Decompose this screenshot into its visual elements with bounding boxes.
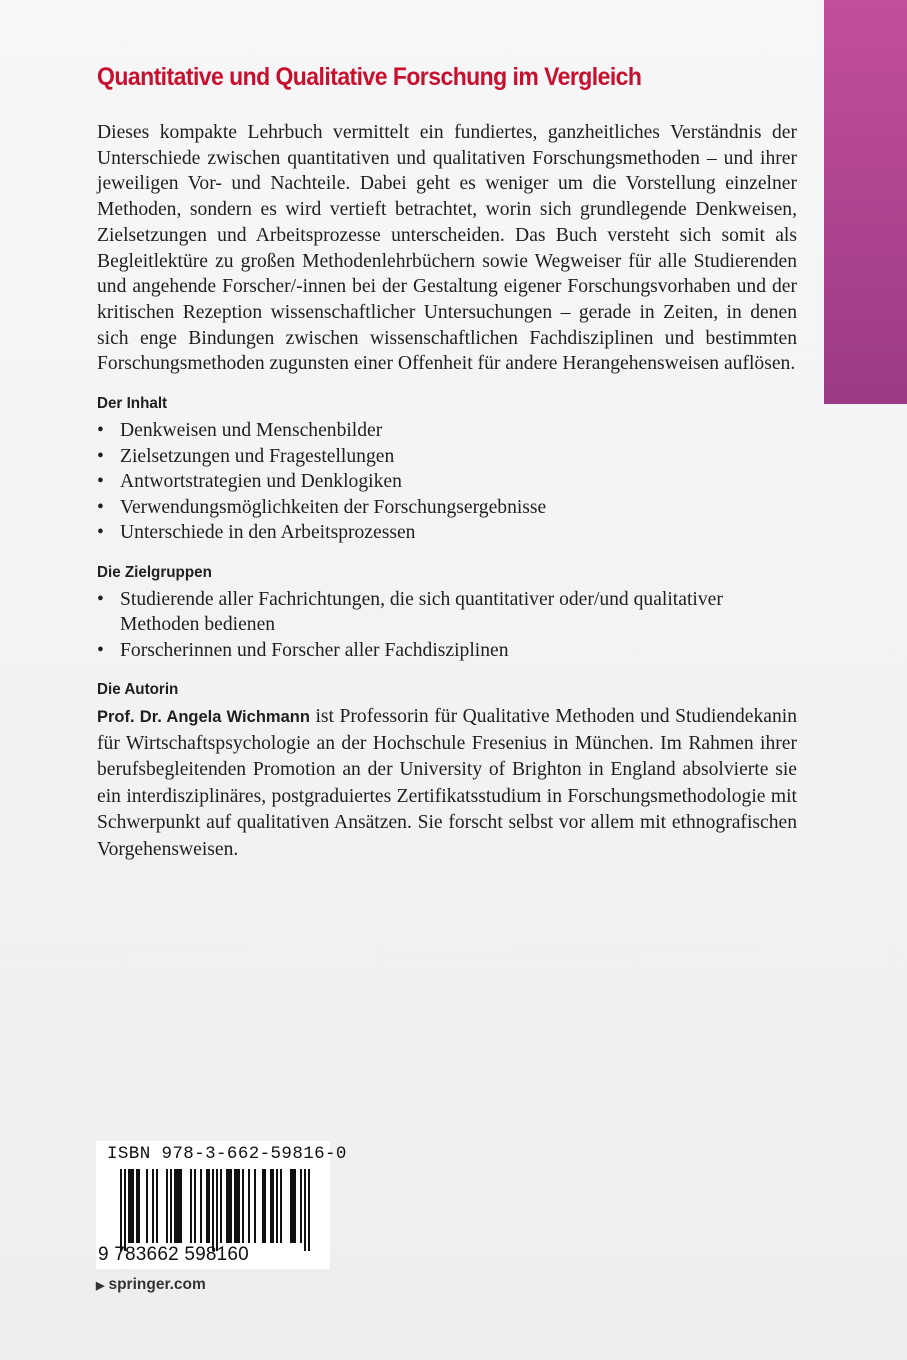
barcode-bar — [270, 1169, 272, 1243]
list-item: • Verwendungsmöglichkeiten der Forschungsergebnisse — [97, 495, 797, 521]
barcode-bar — [276, 1169, 278, 1243]
list-item: • Studierende aller Fachrichtungen, die sich quantitativer oder/und qualitativer Methoden bedienen — [97, 588, 723, 636]
barcode-bar — [136, 1169, 138, 1243]
barcode-bar — [236, 1169, 238, 1243]
barcode-bar — [234, 1169, 236, 1243]
triangle-right-icon: ▶ — [96, 1279, 105, 1292]
barcode-bar — [264, 1169, 266, 1243]
barcode-bar — [174, 1169, 176, 1243]
bullet-icon: • — [97, 445, 104, 467]
barcode-bar — [206, 1169, 208, 1243]
barcode-bar — [194, 1169, 196, 1243]
section-heading-autorin: Die Autorin — [97, 681, 179, 699]
zielgruppen-list — [97, 587, 797, 664]
barcode-bar — [248, 1169, 250, 1243]
list-item: • Unterschiede in den Arbeitsprozessen — [97, 520, 797, 546]
list-item: • Forscherinnen und Forscher aller Fachdisziplinen — [97, 638, 797, 664]
publisher-link[interactable] — [96, 1276, 206, 1294]
section-heading-zielgruppen: Die Zielgruppen — [97, 563, 212, 581]
isbn-barcode — [96, 1141, 347, 1269]
barcode-bar — [166, 1169, 168, 1243]
barcode-bar — [180, 1169, 182, 1243]
barcode-bar — [228, 1169, 230, 1243]
bullet-icon: • — [97, 420, 104, 442]
barcode-bar — [130, 1169, 132, 1243]
intro-paragraph: Dieses kompakte Lehrbuch vermittelt ein fundiertes, ganzheitliches Verständnis der Unterschiede zwischen quantitativen und qualitativen Forschungsmethoden – und ihrer jeweiligen Vor- und Nachteile. Dabei geht es weniger um die Vorstellung einzelner Methoden, sondern es wird vertieft betrachtet, worin sich grundlegende Denkweisen, Zielsetzungen und Arbeitsprozesse unterscheiden. Das Buch versteht sich somit als Begleitlektüre zu großen Methodenlehrbüchern sowie Wegweiser für alle Studierenden und angehende Forscher/-innen bei der Gestaltung eigener Forschungsvorhaben und der kritischen Rezeption wissenschaftlicher Untersuchungen – gerade in Zeiten, in denen sich enge Bindungen zwischen wissenschaftlichen Fachdisziplinen und bestimmten Forschungsmethoden zugunsten einer Offenheit für andere Herangehensweisen auflösen. — [97, 122, 797, 375]
barcode-bar — [152, 1169, 154, 1243]
barcode-bar — [294, 1169, 296, 1243]
isbn-label: ISBN 978-3-662-59816-0 — [107, 1144, 347, 1164]
author-bio-text: ist Professorin für Qualitative Methoden und Studiendekanin für Wirtschaftspsychologie an der Hochschule Fresenius in München. Im Rahmen ihrer berufsbegleitenden Promotion an der University of Brighton in England absolvierte sie ein interdisziplinäres, postgraduiertes Zertifikatsstudium in Forschungsmethodologie mit Schwerpunkt auf qualitativen Ansätzen. Sie forscht selbst vor allem mit ethnografischen Vorgehensweisen. — [97, 706, 797, 860]
barcode-bar — [230, 1169, 232, 1243]
bullet-icon: • — [97, 588, 104, 610]
barcode-bar — [290, 1169, 292, 1243]
accent-color-band — [824, 0, 907, 404]
barcode-bar — [146, 1169, 148, 1243]
bullet-icon: • — [97, 471, 104, 493]
barcode-bar — [272, 1169, 274, 1243]
barcode-bar — [262, 1169, 264, 1243]
barcode-bar — [120, 1169, 122, 1251]
barcode-bar — [254, 1169, 256, 1243]
author-name: Prof. Dr. Angela Wichmann — [97, 708, 310, 727]
barcode-bar — [280, 1169, 282, 1243]
publisher-url: springer.com — [108, 1276, 206, 1293]
list-item: • Denkweisen und Menschenbilder — [97, 418, 797, 444]
barcode-bar — [300, 1169, 302, 1243]
bullet-icon: • — [97, 496, 104, 518]
barcode-bar — [132, 1169, 134, 1243]
barcode-bar — [190, 1169, 192, 1243]
inhalt-list — [97, 418, 797, 546]
list-item: • Zielsetzungen und Fragestellungen — [97, 444, 797, 470]
barcode-bar — [308, 1169, 310, 1251]
barcode-bar — [292, 1169, 294, 1243]
barcode-bar — [212, 1169, 214, 1251]
barcode-bar — [156, 1169, 158, 1243]
barcode-bar — [178, 1169, 180, 1243]
barcode-bar — [128, 1169, 130, 1243]
barcode-bar — [176, 1169, 178, 1243]
book-title: Quantitative und Qualitative Forschung im Vergleich — [97, 63, 642, 91]
barcode-bar — [242, 1169, 244, 1243]
barcode-bar — [124, 1169, 126, 1251]
barcode-bar — [170, 1169, 172, 1243]
barcode-bar — [200, 1169, 202, 1243]
barcode-bar — [216, 1169, 218, 1251]
barcode-digits: 9 783662 598160 — [98, 1244, 249, 1265]
barcode-bar — [208, 1169, 210, 1243]
barcode-bar — [220, 1169, 222, 1243]
list-item: • Antwortstrategien und Denklogiken — [97, 469, 797, 495]
barcode-bar — [238, 1169, 240, 1243]
back-cover-text — [97, 60, 797, 863]
bullet-icon: • — [97, 522, 104, 544]
bullet-icon: • — [97, 639, 104, 661]
barcode-bar — [226, 1169, 228, 1243]
author-bio — [97, 704, 797, 863]
barcode-bar — [138, 1169, 140, 1243]
section-heading-inhalt: Der Inhalt — [97, 395, 168, 413]
barcode-bar — [304, 1169, 306, 1251]
